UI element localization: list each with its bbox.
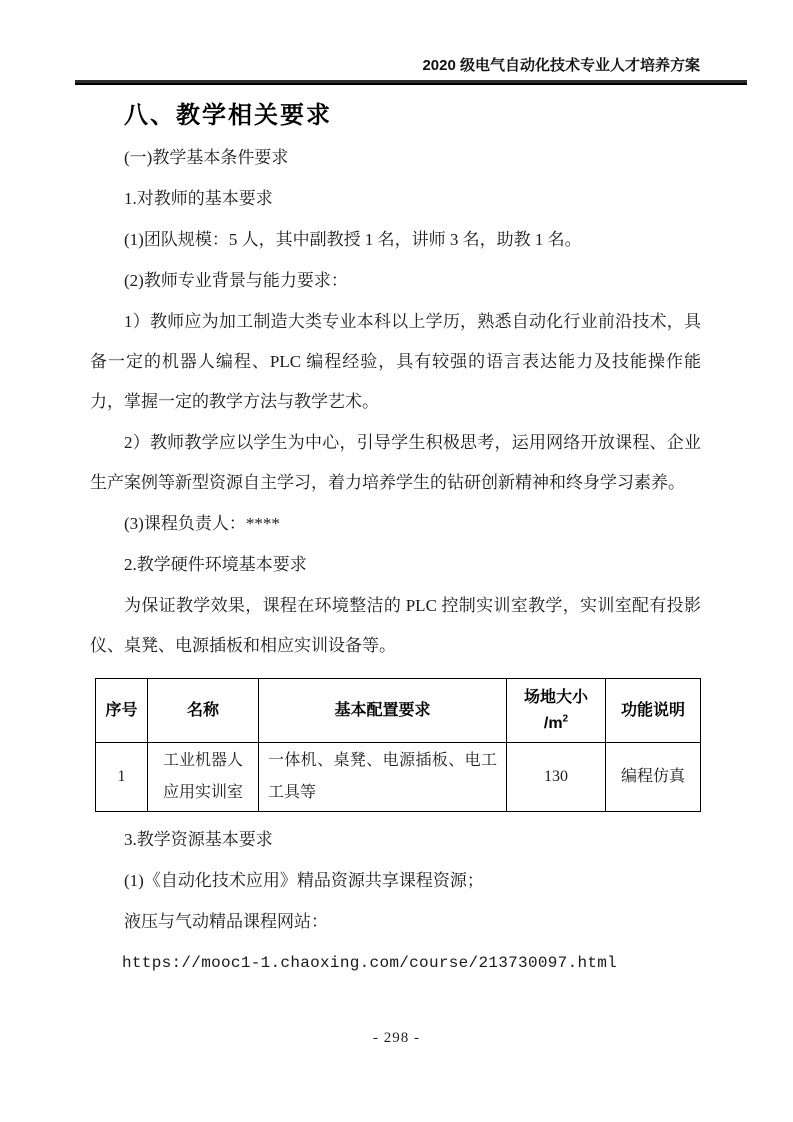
cell-function: 编程仿真 [606,743,701,812]
cell-index: 1 [96,743,148,812]
table-header-index: 序号 [96,679,148,743]
cell-configuration: 一体机、桌凳、电源插板、电工工具等 [259,743,507,812]
table-header-area-unit: /m [543,714,563,732]
para-teaching-resources-heading: 3.教学资源基本要求 [124,830,273,849]
table-header-function: 功能说明 [606,679,701,743]
para-course-website-label: 液压与气动精品课程网站： [124,912,328,931]
para-teacher-background-heading: (2)教师专业背景与能力要求： [124,271,348,290]
table-header-area [507,679,606,743]
table-header-area-unit-exponent: 2 [562,713,569,725]
cell-area: 130 [507,743,606,812]
table-header-row [96,679,701,743]
page-number: - 298 - [373,1030,420,1046]
para-shared-course-resource: (1)《自动化技术应用》精品资源共享课程资源； [124,871,484,890]
para-hardware-env-heading: 2.教学硬件环境基本要求 [124,555,307,574]
section-heading: 八、教学相关要求 [124,102,332,129]
cell-room-name: 工业机器人应用实训室 [148,743,259,812]
para-teacher-qualification: 1）教师应为加工制造大类专业本科以上学历，熟悉自动化行业前沿技术，具备一定的机器人编程、PLC 编程经验，具有较强的语言表达能力及技能操作能力，掌握一定的教学方法与教学艺术。 [90,312,701,411]
table-header-configuration: 基本配置要求 [259,679,507,743]
para-teaching-method: 2）教师教学应以学生为中心，引导学生积极思考，运用网络开放课程、企业生产案例等新型资源自主学习，着力培养学生的钻研创新精神和终身学习素养。 [90,433,701,492]
table-row [96,743,701,812]
para-course-leader: (3)课程负责人：**** [124,514,280,533]
para-teacher-requirements-heading: 1.对教师的基本要求 [124,189,273,208]
para-basic-conditions-heading: (一)教学基本条件要求 [124,148,289,167]
header-title: 2020 级电气自动化技术专业人才培养方案 [422,57,700,74]
header-divider-rule [75,80,747,85]
course-url[interactable]: https://mooc1-1.chaoxing.com/course/213730097.html [122,954,618,972]
body-text-after-table [0,820,793,983]
table-header-name: 名称 [148,679,259,743]
para-team-size: (1)团队规模：5 人，其中副教授 1 名，讲师 3 名，助教 1 名。 [124,230,582,249]
table-header-area-line1: 场地大小 [523,688,588,706]
training-room-table [95,678,701,812]
page-header [0,0,793,85]
body-text [0,138,793,666]
para-hardware-env-detail: 为保证教学效果，课程在环境整洁的 PLC 控制实训室教学，实训室配有投影仪、桌凳、电源插板和相应实训设备等。 [90,596,701,655]
